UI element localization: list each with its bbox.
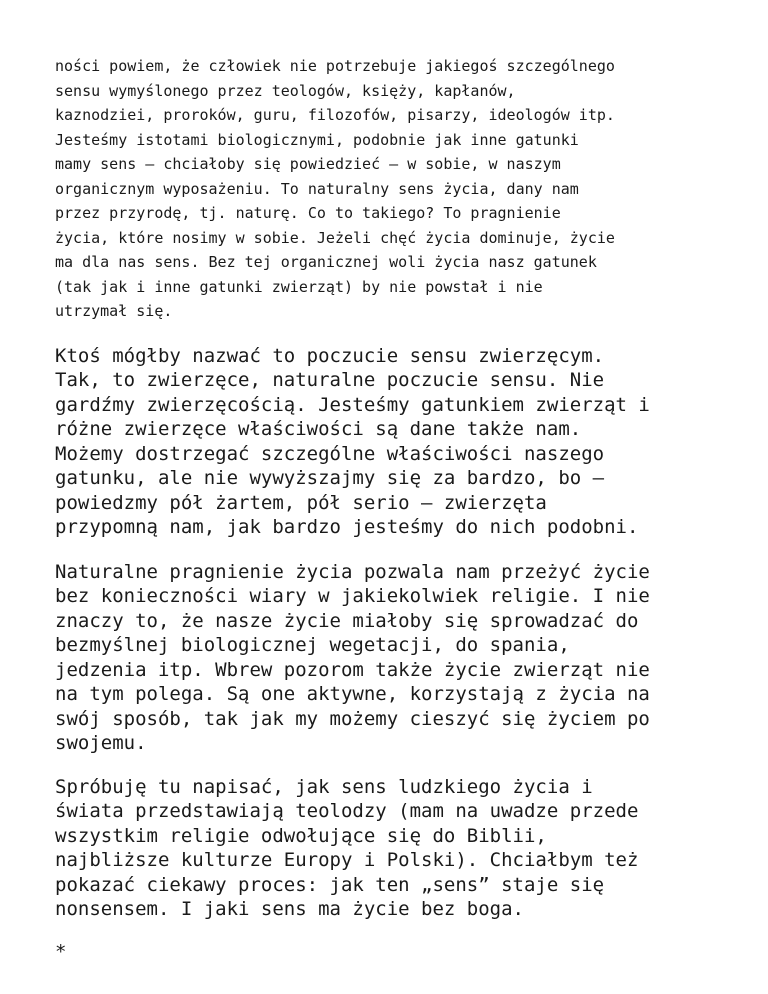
text-line: wszystkim religie odwołujące się do Biblii, <box>55 824 547 847</box>
text-line: gatunku, ale nie wywyższajmy się za bardzo, bo – <box>55 467 605 489</box>
section-separator: * <box>55 940 67 963</box>
text-line: bezmyślnej biologicznej wegetacji, do spania, <box>55 634 570 656</box>
text-line: przypomną nam, jak bardzo jesteśmy do nich podobni. <box>55 516 639 538</box>
text-line: na tym polega. Są one aktywne, korzystają z życia na <box>55 683 650 705</box>
text-line: znaczy to, że nasze życie miałoby się sprowadzać do <box>55 609 639 632</box>
text-line: sensu wymyślonego przez teologów, księży, kapłanów, <box>55 81 516 100</box>
text-line: swój sposób, tak jak my możemy cieszyć się życiem po <box>55 707 650 730</box>
text-line: Możemy dostrzegać szczególne właściwości naszego <box>55 442 605 465</box>
text-line: jedzenia itp. Wbrew pozorom także życie zwierząt nie <box>55 658 650 681</box>
text-line: przez przyrodę, tj. naturę. Co to takiego? To pragnienie <box>55 204 561 222</box>
paragraph-natural-desire <box>55 560 755 756</box>
text-line: swojemu. <box>55 732 147 754</box>
text-line: Spróbuję tu napisać, jak sens ludzkiego życia i <box>55 775 593 798</box>
text-line: ności powiem, że człowiek nie potrzebuje jakiegoś szczególnego <box>55 57 615 75</box>
text-line: organicznym wyposażeniu. To naturalny sens życia, dany nam <box>55 179 579 198</box>
text-line: świata przedstawiają teolodzy (mam na uwadze przede <box>55 800 639 822</box>
text-line: utrzymał się. <box>55 302 173 320</box>
paragraph-theologians <box>55 775 755 922</box>
text-line: Tak, to zwierzęce, naturalne poczucie sensu. Nie <box>55 369 605 391</box>
text-line: Ktoś mógłby nazwać to poczucie sensu zwierzęcym. <box>55 344 605 367</box>
paragraph-animal-sense <box>55 344 755 540</box>
text-line: nonsensem. I jaki sens ma życie bez boga. <box>55 898 524 920</box>
document-page <box>55 54 755 964</box>
text-line: mamy sens – chciałoby się powiedzieć – w sobie, w naszym <box>55 155 561 173</box>
text-line: (tak jak i inne gatunki zwierząt) by nie powstał i nie <box>55 277 543 296</box>
text-line: Naturalne pragnienie życia pozwala nam przeżyć życie <box>55 560 650 583</box>
text-line: Jesteśmy istotami biologicznymi, podobnie jak inne gatunki <box>55 130 579 149</box>
text-line: kaznodziei, proroków, guru, filozofów, pisarzy, ideologów itp. <box>55 106 615 124</box>
paragraph-intro <box>55 54 755 324</box>
text-line: pokazać ciekawy proces: jak ten „sens” staje się <box>55 873 605 896</box>
text-line: różne zwierzęce właściwości są dane także nam. <box>55 418 582 440</box>
text-line: życia, które nosimy w sobie. Jeżeli chęć życia dominuje, życie <box>55 228 615 247</box>
text-line: ma dla nas sens. Bez tej organicznej woli życia nasz gatunek <box>55 253 597 271</box>
text-line: bez konieczności wiary w jakiekolwiek religie. I nie <box>55 585 650 607</box>
text-line: powiedzmy pół żartem, pół serio – zwierzęta <box>55 491 547 514</box>
text-line: najbliższe kulturze Europy i Polski). Chciałbym też <box>55 849 639 871</box>
text-line: gardźmy zwierzęcością. Jesteśmy gatunkiem zwierząt i <box>55 393 650 416</box>
